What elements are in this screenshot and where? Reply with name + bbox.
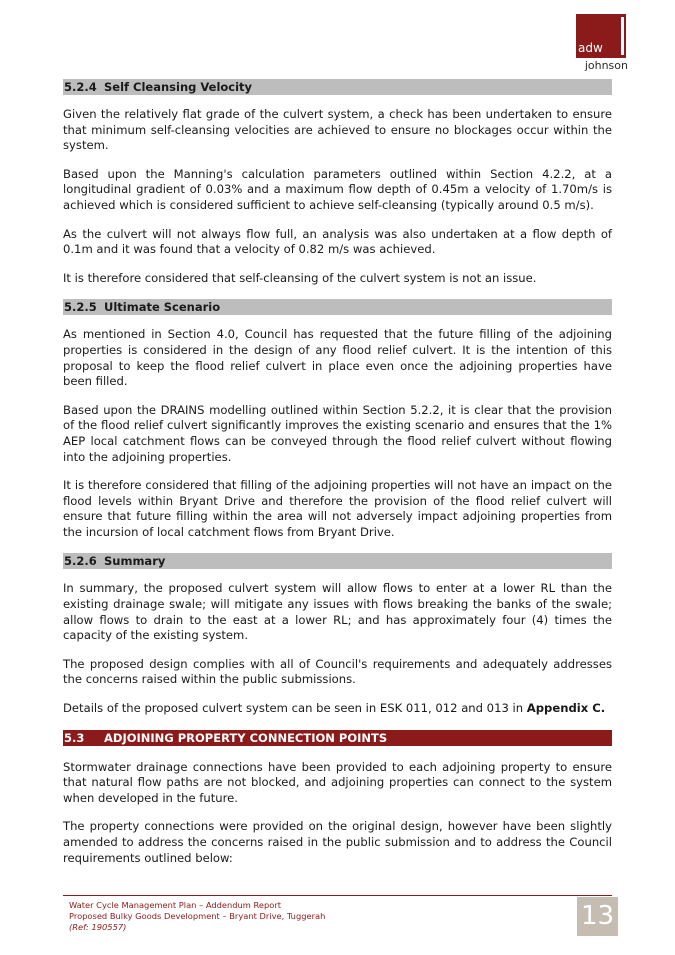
page-number: 13 [577,897,618,936]
footer-reference: (Ref: 190557) [69,922,127,933]
section-number: 5.2.6 [64,554,97,569]
section-heading-5-3 [63,730,612,746]
section-heading-5-2-4 [63,79,612,95]
paragraph: The property connections were provided on the original design, however have been slightly amended to address the concerns raised in the public submission and to address the Council requirements outlined below: [63,819,612,865]
details-text: Details of the proposed culvert system can be seen in ESK 011, 012 and 013 in [63,701,527,716]
paragraph: Based upon the DRAINS modelling outlined within Section 5.2.2, it is clear that the provision of the flood relief culvert significantly improves the existing scenario and ensures that the 1% AEP local catchment flows can be conveyed through the flood relief culvert without flowing into the adjoining properties. [63,402,612,464]
footer-report-title: Water Cycle Management Plan – Addendum Report [69,900,282,910]
logo-mark [576,14,626,58]
section-number: 5.2.4 [64,80,97,94]
paragraph: As the culvert will not always flow full, an analysis was also undertaken at a flow depth of 0.1m and it was found that a velocity of 0.82 m/s was achieved. [63,226,612,257]
paragraph: Given the relatively flat grade of the culvert system, a check has been undertaken to ensure that minimum self-cleansing velocities are achieved to ensure no blockages occur within the system. [63,107,612,153]
paragraph: In summary, the proposed culvert system will allow flows to enter at a lower RL than the existing drainage swale; will mitigate any issues with flows breaking the banks of the swale; allow flows to drain to the east at a lower RL; and has approximately four (4) times the capacity of the existing system. [63,581,612,643]
paragraph: Based upon the Manning's calculation parameters outlined within Section 4.2.2, at a longitudinal gradient of 0.03% and a maximum flow depth of 0.45m a velocity of 1.70m/s is achieved which is considered sufficient to achieve self-cleansing (typically around 0.5 m/s). [63,166,612,212]
page-content [63,79,612,879]
logo-abbr: adw [578,41,603,55]
paragraph: The proposed design complies with all of Council's requirements and adequately addresses the concerns raised within the public submissions. [63,656,612,687]
paragraph: It is therefore considered that filling of the adjoining properties will not have an impact on the flood levels within Bryant Drive and therefore the provision of the flood relief culvert will ensure that future filling within the area will not adversely impact adjoining properties from the incursion of local catchment flows from Bryant Drive. [63,478,612,539]
paragraph: As mentioned in Section 4.0, Council has requested that the future filling of the adjoining properties is considered in the design of any flood relief culvert. It is the intention of this proposal to keep the flood relief culvert in place even once the adjoining properties have been filled. [63,327,612,389]
footer-divider [63,895,612,896]
section-title: Ultimate Scenario [104,300,221,315]
section-heading-5-2-5 [63,299,612,315]
section-title: Summary [104,554,166,569]
section-number: 5.3 [64,730,85,745]
page-footer [69,900,325,934]
paragraph: Stormwater drainage connections have been provided to each adjoining property to ensure that natural flow paths are not blocked, and adjoining properties can connect to the system when developed in the future. [63,759,612,805]
footer-project: Proposed Bulky Goods Development – Bryant Drive, Tuggerah [69,911,326,922]
section-title: ADJOINING PROPERTY CONNECTION POINTS [104,730,388,745]
paragraph: It is therefore considered that self-cleansing of the culvert system is not an issue. [63,270,537,285]
logo-bar [621,17,624,55]
section-heading-5-2-6 [63,553,612,569]
company-logo [576,14,626,72]
details-paragraph [63,701,612,717]
logo-name: johnson [584,59,628,72]
section-title: Self Cleansing Velocity [104,80,253,94]
appendix-reference: Appendix C. [526,701,606,716]
section-number: 5.2.5 [64,300,97,315]
